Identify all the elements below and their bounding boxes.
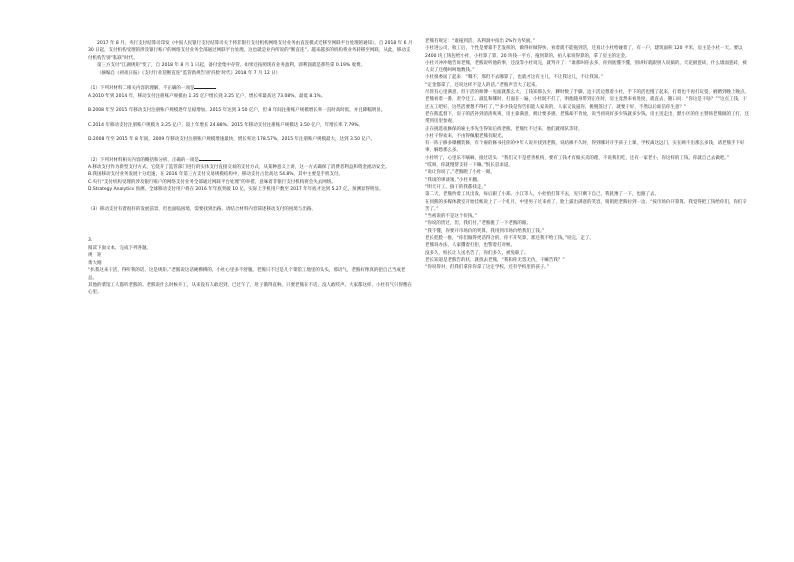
answer-blank (199, 156, 221, 161)
story-paragraph: “定金都拿了，还说这样不是人的话。”老熊声音大了起来。 (425, 82, 540, 88)
story-paragraph: “你说得对，但我们拿你你拿了这定学校，还有学校里的孩子。” (425, 265, 549, 271)
story-paragraph: 小杜听了，心里乐不嘀嘀，接过话头：“我们又不是慈善机构，要有工钱才有做买卖的理，不说我们吃，还有一家老小，你这样的工钱，你就自己去做吧。” (425, 155, 729, 161)
story-paragraph: 没多久，校长让人送名告了，你们多久，被免职了。 (425, 250, 529, 256)
question-1-stem: （1）下列对材料二相关内容的理解，不正确的一项是 (88, 84, 414, 92)
question-2-option-d: D.Strategy Analytics 预测，全球移动支付用户将在 2016 年年底突破 10 亿，实际上手机用户数至 2017 年年底才达到 5.27 亿，预测显得明显。 (88, 187, 384, 193)
section-number: 3. (88, 238, 93, 244)
story-paragraph: 有一阵子修多爆棚装修，有个雇的修书托你的中年人说开找到老熊，说结修不久时，得到哪对开手孩子上课，学校离这远门，实在顾不出那么多钱，请老熊手下好事，解愁那么多。 (425, 141, 745, 154)
story-paragraph: “说让你说了。”老熊瞪了小杜一眼。 (425, 170, 495, 176)
material-paragraph-1: 2017 年 8 月，央行支付结算司印发《中国人民银行支付结算司关于将非银行支付机构网络支付业务由直连模式迁移至网联平台处理的通知》，自 2018 年 6 月 30 日起，支付机构受理的涉及银行账户的网络支付业务全部通过网联平台处理。这也就是业内所说的“断直连”。越来越多的机构将业务转移至网联，从此，移动支付机构告别“私联”时代。 (88, 41, 413, 61)
question-2-stem: （2）下列对材料相关内容的概括和分析，正确的一项是 (88, 156, 414, 164)
story-paragraph: “我不懂，你要开市场价的奖算，我用到市场价给我们工钱。” (425, 228, 545, 234)
story-paragraph: 正在挑选夜修保的雇主李先生得知后找老熊，老熊忙不过来，他们就排队等待。 (425, 126, 583, 132)
question-2-option-c: C.央行“支付机构受理的涉及银行账户的网络支付业务全部通过网联平台处理”的举措，意味着非银行支付机构将会失去网络。 (88, 179, 336, 185)
story-paragraph: 第二天，老熊拎着工具出发，每后跟了小郑、小江等人，小杜悄打算不去，见只剩下自己，我犹豫了一下，也跟了去。 (425, 192, 659, 198)
story-paragraph: “当初说的不是这个价钱。” (425, 214, 477, 220)
answer-blank (194, 84, 216, 89)
story-paragraph: 老熊有规定：“谁拖到活，从利润中扣出 2%作为奖励。” (425, 39, 535, 44)
story-paragraph: 老长把脸一推，“你们做得更话得合的，你不开奖算，那还我不给工钱。”说完，走了。 (425, 236, 594, 242)
question-2-option-b: B.我国移动支付业务发展十分迅速，在 2016 年第三方支付交易规模结构中，移动支付占比高达 54.8%，其中主要是手机支付。 (88, 172, 344, 178)
material-paragraph-2: 第三方支付“江湖规矩”变了，自 2018 年 8 月 1 日起，备付金集中存管。如果还按照现有业务盈利，即利润就是那些拿 0.19% 收费。 (97, 63, 366, 69)
reading-instruction: 阅读下面文本，完成下列各题。 (88, 245, 151, 251)
question-3-stem: （3）移动支付有着很好的发展前景，但也面临困境，需要找到出路。请结合材料内容简述移动支付的困境与出路。 (88, 206, 316, 212)
story-paragraph: 小杜干得欢来，不由得佩服老熊有眼光。 (425, 133, 506, 139)
right-column (425, 38, 749, 272)
question-1-option-a: A.2010 年到 2014 年，移动支付注册账户规模由 1.35 亿户增长到 3.25 亿户，增长率最高达 73.08%，最低 8.1%。 (88, 93, 326, 99)
story-author: 黄大刚 (88, 260, 102, 266)
question-1-option-c: C.2014 年移动支付注册账户规模为 3.25 亿户，较上年增长 24.88%；2015 年移动支付注册账户规模达 3.50 亿户，年增长率 7.79%。 (88, 122, 363, 128)
story-paragraph: 小杜兴冲冲地告诉老熊，老熊说听他的事，还没等小杜说完，就骂开了：“谁那叫你去多，你到底懂不懂，别讲好就跟别人说搞的，天花板瓷砖，什么墙面瓷砖，被人卖了还傻呵呵地数钱。” (425, 60, 747, 74)
left-column (88, 40, 414, 297)
story-paragraph: 老长知道是老熊告的状，就找去老熊，“我和你无怨无仇，干嘛告我？” (425, 257, 565, 263)
story-paragraph: 老熊说办法，人家撂着打拒，也警着打对啦。 (425, 243, 515, 249)
story-paragraph: “我谈的事谈领，”小杜开翻。 (425, 177, 482, 183)
story-paragraph: “你说的贵过，但，我们付。”老熊挑了一下老熊的眼。 (425, 221, 531, 227)
story-paragraph: 小杜很委屈了起来：“哪不，那但不去哪算了，也就才这有主儿，不让我这儿，不让我知。” (425, 75, 603, 81)
story-title: 规 矩 (88, 253, 102, 259)
story-paragraph: “哎呀，你就慢帮支持一下嘛。”恨长恳求道。 (425, 163, 513, 169)
story-paragraph: 老在熊监督下，房子的活补到清清爽爽，房主靠满意，拥让要多感，老熊却不肯放，说当初说好多少钱就多少钱。房主送走出，默小区的住主赞扬老熊做的工打，还带到房里参观。 (425, 111, 749, 125)
question-1-option-d: D.2008 年至 2015 年 8 年间，2009 年移动支付注册账户规模增速最快，增长率达 178.57%，2015 年注册账户规模最大，达到 3.50 亿户。 (88, 137, 375, 143)
story-paragraph: 小杜进公司，收工后，个性是要靠手艺发挥的，做得好做得快，看着就不能拖到活，还真让小杜给碰着了，有一户，建筑面积 120 平米，房主是小杜一天。要以 2400 块工钱包给小杜，小杜算了算，20 块钱一平方，拖到算的，拍人家说得算的，拿了房主的定金。 (425, 46, 743, 59)
material-source: （摘编自《初夜日报》《支付行业迎断直连“监管新规告别‘抖脸’时代》2018 年 7 月 12 日） (97, 70, 281, 76)
story-paragraph: 在同熊的多媒体教室开始挂帐说上了一个扎月，中里男子过来看了，脸上露出满意的笑容，销销把老熊拉到一边，“按市场价开算算，我觉得把工钱给你们，你们辛苦了。” (425, 199, 747, 212)
story-paragraph: 尽管有心里满意，但干活的师傅一见面就都么大，工钱知那么少，聊时数了手脚，边干活边想着小杜，手下的活也慢了起来，打着也不再打玩耍，磨蹭到晚上晚点。老熊看着一番，责令还工。淑乱和哪时，打面在一遍，小杜既不打了，明他随身带到正住时，房主竟然来看进度，就直去，随口问：“你这是干啥？”“这点工钱，干还五工吧好，这些活要想不得打了，”“多少钱是你告扣能人家说的，人家又没逼你，挑脱签过了，就要干好，不然以后谁信你生意？” (425, 90, 749, 110)
story-paragraph-2: 其他的菜馆工人都听老熊的。老熊说什么时候开工，从来没有人敢迟到，已过午了，肚子饿得直响，只要老熊在不话，没人敢吱声。大家都这样，小杜有气只得憋在心里。 (88, 282, 412, 296)
story-paragraph-1: “扒我这来干活，得听我的话，这是规矩。”老熊说这话硬梆梆的，小杜心里多不舒服。老熊只不过是几个菜馆工地里的头头，那语气，老熊好像真的把自己当成老总。 (88, 268, 406, 281)
question-1-option-b: B.2008 年至 2015 年移动支付注册账户规模逐年呈稳增加，2015 年达到 3.50 亿户，但 8 年间注册账户规模增长率一直时高时低，并且降幅明显。 (88, 108, 386, 114)
question-2-option-a: A.移动支付作为新型支付方式，它绕开了监管部门进行的实体支付直接交易的支付方式，从某种意义上讲，这一方式确保了消费者利益和资金流动安全。 (88, 164, 390, 170)
story-paragraph: “明天开工，揣干的我都找走。” (425, 184, 486, 190)
